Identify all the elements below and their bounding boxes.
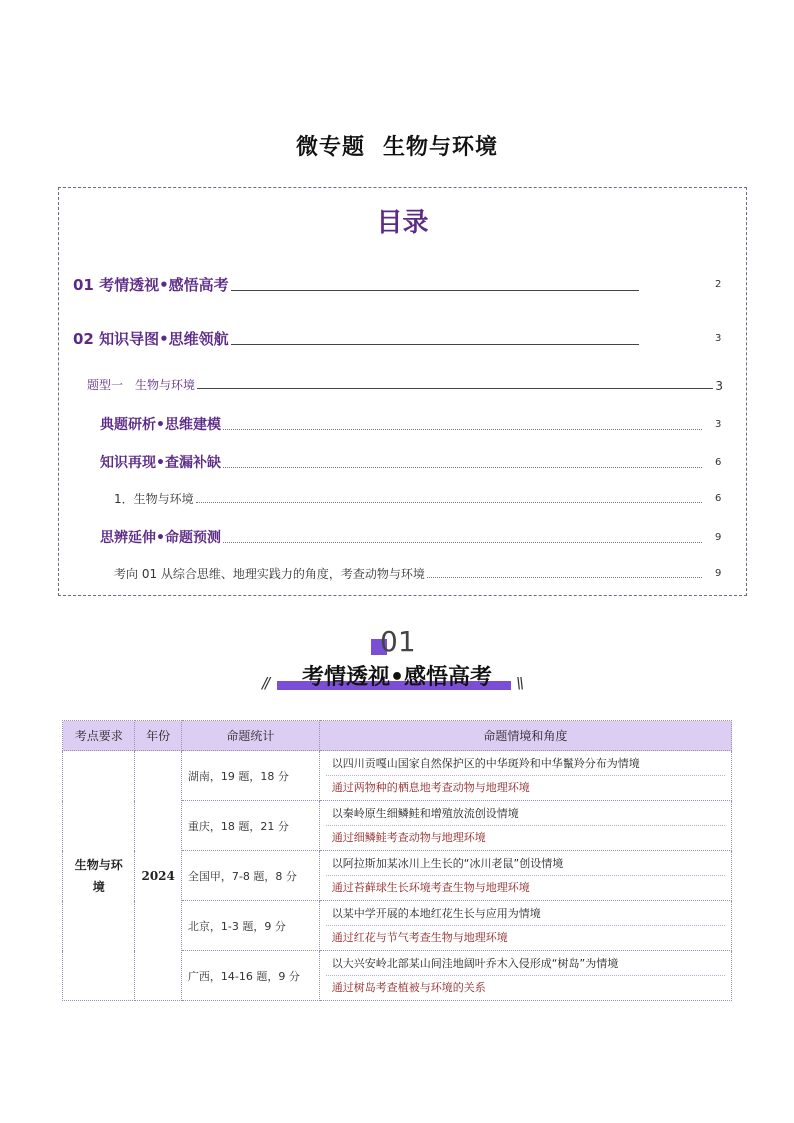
toc-entry-type-1[interactable]	[87, 376, 723, 393]
context-text: 以秦岭原生细鳞鲑和增殖放流创设情境	[326, 801, 725, 826]
context-text: 以阿拉斯加某冰川上生长的“冰川老鼠”创设情境	[326, 851, 725, 876]
section-number: 01	[380, 625, 416, 658]
section-slash-right: \\	[516, 674, 523, 692]
statistics-cell: 广西，14-16 题，9 分	[181, 951, 319, 1001]
exam-statistics-table	[62, 720, 732, 1001]
toc-entry-label: 题型一 生物与环境	[87, 378, 196, 392]
toc-leader	[231, 344, 639, 345]
toc-leader	[223, 429, 702, 430]
section-number-block	[0, 625, 794, 659]
statistics-cell: 湖南，19 题，18 分	[181, 751, 319, 801]
document-title	[0, 130, 794, 161]
toc-leader	[231, 290, 639, 291]
toc-page-number: 9	[715, 568, 722, 579]
context-cell	[319, 901, 731, 951]
toc-page-number: 3	[715, 379, 723, 393]
angle-text: 通过两物种的栖息地考查动物与地理环境	[331, 781, 530, 794]
table-header-row	[63, 721, 732, 751]
context-text: 以大兴安岭北部某山间洼地阔叶乔木入侵形成“树岛”为情境	[326, 951, 725, 976]
toc-entry-label: 典题研析•思维建模	[100, 417, 221, 433]
header-requirement: 考点要求	[63, 721, 135, 751]
toc-entry-label: 1．生物与环境	[114, 492, 194, 506]
toc-page-number: 6	[715, 493, 722, 504]
toc-entry-prediction[interactable]	[100, 527, 704, 547]
toc-page-number: 6	[715, 457, 722, 468]
context-text: 以四川贡嘎山国家自然保护区的中华斑羚和中华鬣羚分布为情境	[326, 751, 725, 776]
toc-entry-label: 02 知识导图•思维领航	[73, 330, 229, 348]
toc-page-number: 3	[715, 419, 722, 430]
context-cell	[319, 851, 731, 901]
toc-leader	[223, 542, 702, 543]
category-cell: 生物与环境	[63, 751, 135, 1001]
document-title-part2: 生物与环境	[383, 135, 499, 160]
toc-entry-knowledge-1[interactable]	[114, 490, 704, 507]
statistics-cell: 重庆，18 题，21 分	[181, 801, 319, 851]
toc-entry-label: 知识再现•查漏补缺	[100, 455, 221, 471]
section-title-block	[0, 660, 794, 694]
header-statistics: 命题统计	[181, 721, 319, 751]
toc-entry-direction-01[interactable]	[114, 565, 704, 582]
toc-leader	[427, 577, 702, 578]
toc-entry-knowledge[interactable]	[100, 452, 704, 472]
toc-page-number: 3	[715, 333, 722, 344]
toc-entry-01[interactable]	[73, 274, 641, 295]
context-cell	[319, 751, 731, 801]
section-title: 考情透视•感悟高考	[301, 665, 493, 690]
statistics-cell: 北京，1-3 题，9 分	[181, 901, 319, 951]
toc-leader	[223, 467, 702, 468]
section-slash-left: //	[262, 674, 269, 692]
toc-entry-label: 考向 01 从综合思维、地理实践力的角度，考查动物与环境	[114, 567, 425, 581]
toc-leader	[197, 388, 713, 389]
header-year: 年份	[135, 721, 181, 751]
statistics-cell: 全国甲，7-8 题，8 分	[181, 851, 319, 901]
angle-text: 通过树岛考查植被与环境的关系	[331, 981, 486, 994]
toc-heading: 目录	[376, 208, 429, 238]
angle-text: 通过细鳞鲑考查动物与地理环境	[331, 831, 486, 844]
context-cell	[319, 951, 731, 1001]
toc-leader	[196, 502, 702, 503]
toc-entry-typical[interactable]	[100, 414, 704, 434]
toc-entry-label: 01 考情透视•感悟高考	[73, 276, 229, 294]
header-context: 命题情境和角度	[319, 721, 731, 751]
year-cell: 2024	[135, 751, 181, 1001]
context-text: 以某中学开展的本地红花生长与应用为情境	[326, 901, 725, 926]
document-title-part1: 微专题	[295, 135, 365, 160]
toc-page-number: 2	[715, 279, 722, 290]
angle-text: 通过苔藓球生长环境考查生物与地理环境	[331, 881, 530, 894]
table-of-contents	[58, 187, 747, 596]
toc-entry-02[interactable]	[73, 328, 641, 349]
toc-entry-label: 思辨延伸•命题预测	[100, 530, 221, 546]
angle-text: 通过红花与节气考查生物与地理环境	[331, 931, 508, 944]
toc-page-number: 9	[715, 532, 722, 543]
table-row	[63, 751, 732, 801]
context-cell	[319, 801, 731, 851]
